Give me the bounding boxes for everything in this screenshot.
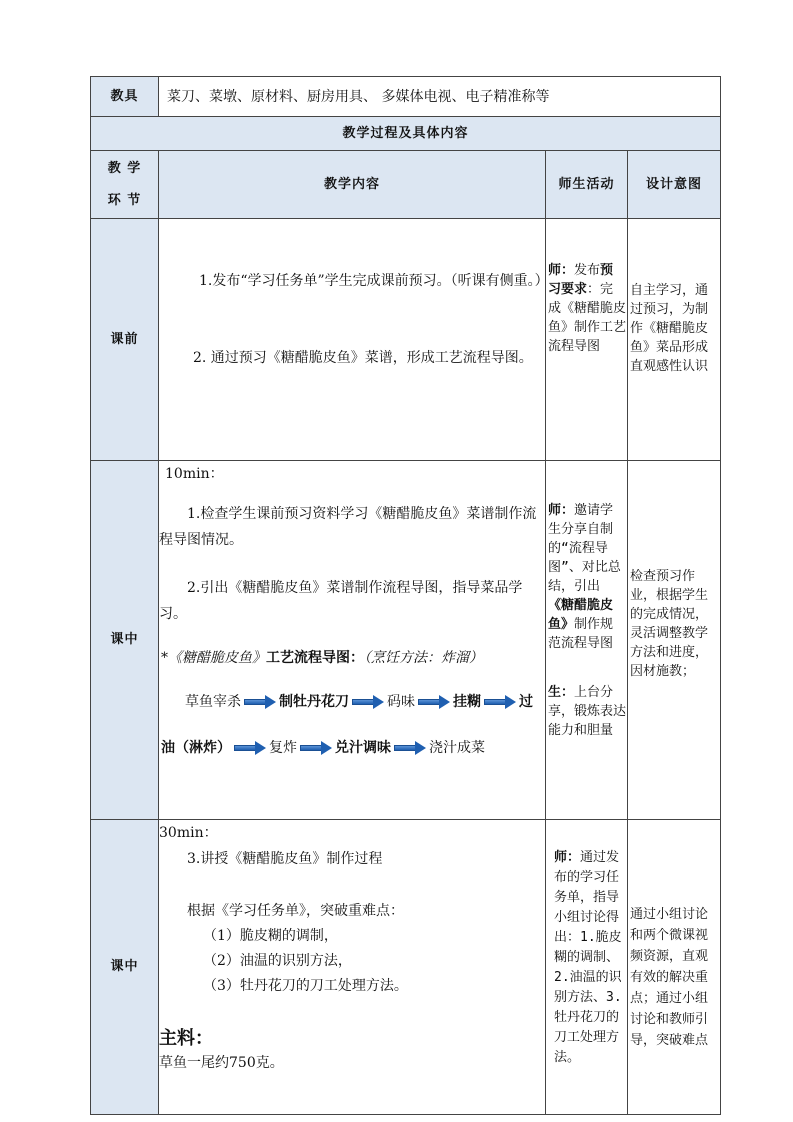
table-row [91,461,721,820]
flow-title-suffix: （烹饪方法：炸溜） [364,650,483,666]
activity-text: 邀请学生分享自制的“流程导图”、对比总结，引出 [548,503,621,594]
flow-step: 兑汁调味 [335,740,391,756]
activity-bold: 《糖醋脆皮鱼》 [548,598,614,632]
role-teacher: 师： [548,503,575,518]
list-item: （2）油温的识别方法， [203,953,352,969]
activity-text: 发布 [574,263,601,278]
time-label: 30min： [159,825,218,841]
header-stage [91,151,159,219]
content-paragraph: 2.引出《糖醋脆皮鱼》菜谱制作流程导图，指导菜品学习。 [159,580,523,622]
section-title-text: 教学过程及具体内容 [342,125,469,141]
intent-text: 自主学习，通过预习，为制作《糖醋脆皮鱼》菜品形成直观感性认识 [630,283,709,374]
arrow-right-icon [418,696,450,708]
main-ingredient-item: 草鱼一尾约750克。 [159,1055,284,1071]
flow-step: 复炸 [269,740,297,756]
arrow-right-icon [484,696,516,708]
header-activity: 师生活动 [546,151,628,219]
flow-step: 挂糊 [453,694,481,710]
content-paragraph: 根据《学习任务单》，突破重难点： [187,903,404,919]
content-in-class-2 [159,820,546,1115]
section-title [91,117,721,151]
activity-bold: 预习要求 [548,263,614,297]
flow-step: 草鱼宰杀 [185,694,241,710]
activity-text: 通过发布的学习任务单，指导小组讨论得出：1.脆皮糊的调制、2.油温的识别方法、3.牡丹花刀的刀工处理方法。 [554,850,622,1065]
flow-title [161,647,483,669]
tools-label: 教具 [91,77,159,117]
flow-title-bold: 工艺流程导图： [266,650,364,666]
stage-in-class-1: 课中 [91,461,159,820]
activity-text: 制作规范流程导图 [548,617,614,651]
arrow-right-icon [394,742,426,754]
arrow-right-icon [234,742,266,754]
flow-step: 浇汁成菜 [429,740,485,756]
role-student: 生： [548,685,575,700]
table-row [91,820,721,1115]
intent-in-class-2 [628,820,721,1115]
flow-line-1 [185,691,533,713]
tools-content: 菜刀、菜墩、原材料、厨房用具、 多媒体电视、电子精准称等 [159,77,721,117]
content-paragraph: 1.发布“学习任务单”学生完成课前预习。（听课有侧重。） [199,273,549,289]
header-content: 教学内容 [159,151,546,219]
activity-in-class-2 [546,820,628,1115]
header-stage-line2: 环 节 [107,192,142,208]
header-intent: 设计意图 [628,151,721,219]
content-pre-class [159,219,549,461]
content-paragraph: 1.检查学生课前预习资料学习《糖醋脆皮鱼》菜谱制作流程导图情况。 [159,506,537,548]
content-paragraph: 3.讲授《糖醋脆皮鱼》制作过程 [187,851,383,867]
content-paragraph: 2. 通过预习《糖醋脆皮鱼》菜谱，形成工艺流程导图。 [193,350,533,366]
arrow-right-icon [244,696,276,708]
header-stage-line1: 教 学 [107,160,142,176]
stage-in-class-2: 课中 [91,820,159,1115]
intent-in-class-1 [628,461,721,820]
key-points-list [203,924,408,999]
flow-title-prefix: *《糖醋脆皮鱼》 [161,650,266,666]
arrow-right-icon [352,696,384,708]
content-in-class-1 [159,461,546,820]
intent-text: 通过小组讨论和两个微课视频资源，直观有效的解决重点；通过小组讨论和教师引导，突破难点 [630,907,709,1048]
stage-pre-class: 课前 [91,219,159,461]
intent-pre-class [628,219,721,461]
list-item: （3）牡丹花刀的刀工处理方法。 [203,978,408,994]
flow-step: 码味 [387,694,415,710]
lesson-plan-table [90,76,721,1115]
flow-step: 制牡丹花刀 [279,694,349,710]
activity-pre-class [546,219,628,461]
list-item: （1）脆皮糊的调制， [203,928,338,944]
intent-text: 检查预习作业，根据学生的完成情况，灵活调整教学方法和进度，因材施教； [630,569,709,679]
flow-step: 油（淋炸） [161,740,231,756]
time-label: 10min： [165,466,224,482]
activity-text: 上台分享，锻炼表达能力和胆量 [548,685,627,738]
table-row [91,219,721,461]
activity-text: ：完成《糖醋脆皮鱼》制作工艺流程导图 [548,282,627,354]
arrow-right-icon [300,742,332,754]
role-teacher: 师： [554,850,581,865]
flow-line-2 [161,737,485,759]
main-ingredient-heading: 主料： [159,1028,213,1049]
flow-step: 过 [519,694,533,710]
role-teacher: 师： [548,263,575,278]
activity-in-class-1 [546,461,628,820]
